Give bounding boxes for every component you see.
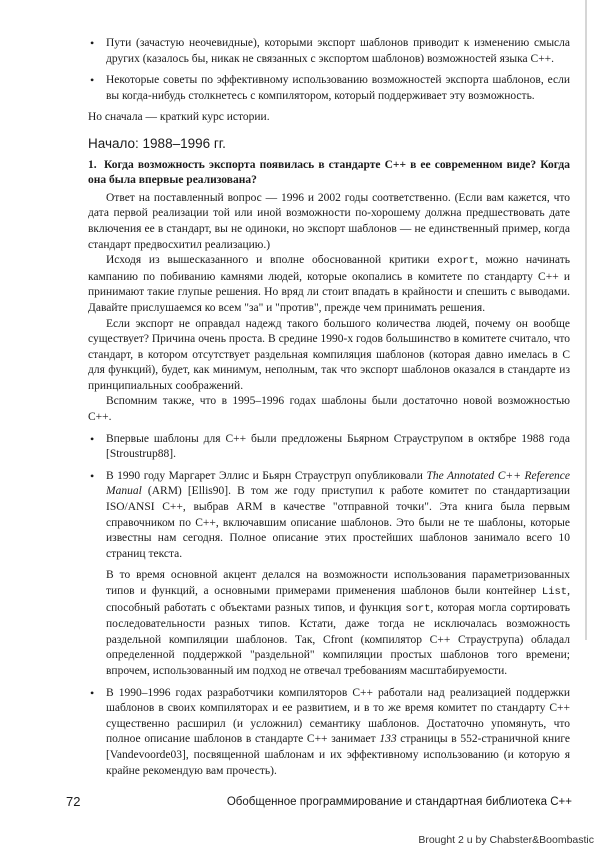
code-list: List — [541, 586, 568, 598]
paragraph-reason: Если экспорт не оправдал надежд такого большого количества людей, почему он вообще существует? Причина очень проста. В средине 1990-х годов большинство в комитете считало, что стандарт, в котором отсутствует раздельная компиляция шаблонов (которая давно имелась в С для функций), будет, как минимум, неполным, так что экспорт шаблонов оказался в стандарте из принципиальных соображений. — [88, 317, 570, 392]
code-sort: sort — [405, 602, 431, 615]
bullet-subparagraph — [106, 568, 570, 679]
history-bullet-list — [88, 432, 570, 779]
page-footer — [66, 794, 572, 814]
list-item — [88, 469, 570, 680]
bullet-text: В 1990 году Маргарет Эллис и Бьярн Страуструп опубликовали — [106, 469, 423, 482]
section-heading: Начало: 1988–1996 гг. — [88, 135, 226, 151]
bullet-text: В то время основной акцент делался на возможности использования параметризованных типов и функций, а основными примерами применения шаблонов были контейнер — [106, 569, 570, 597]
book-title: The Annotated C++ Reference Manual — [106, 469, 571, 498]
bullet-text: страницы в 552-страничной книге [Vandevoorde03], посвященной шаблонам и их эффективному использованию (и которую я крайне рекомендую вам прочесть). — [106, 733, 571, 777]
page-content — [88, 36, 570, 785]
list-item: • Пути (зачастую неочевидные), которыми экспорт шаблонов приводит к изменению смысла других (казалось бы, никак не связанных с экспортом шаблонов) возможностей языка С++. — [88, 36, 570, 67]
code-export: export — [437, 255, 475, 268]
paragraph-text: Исходя из вышесказанного и вполне обоснованной критики — [106, 254, 430, 267]
question-block — [88, 158, 570, 189]
top-bullet-list — [88, 36, 570, 104]
list-item: • Некоторые советы по эффективному использованию возможностей экспорта шаблонов, если вы когда-нибудь столкнетесь с компилятором, который поддерживает эту возможность. — [88, 73, 570, 104]
paragraph-critique — [88, 253, 570, 316]
bullet-text: , которая могла сортировать последовательности разных типов. Кстати, даже тогда не исключалась возможность раздельной компиляции шаблонов. Так, Cfront (компилятор С++ Страуструпа) обладал определенной поддержкой "раздельной" компиляции простых шаблонов того времени; впрочем, использованный им подход не отвечал требованиям масштабируемости. — [106, 601, 570, 677]
paragraph-answer: Ответ на поставленный вопрос — 1996 и 2002 годы соответственно. (Если вам кажется, что дата первой реализации той или иной возможности по-хорошему должна предшествовать дате включения ее в стандарт, вы не одиноки, но экспорт шаблонов — не единственный пример, когда стандарт предвосхитил реализацию.) — [88, 191, 570, 251]
question-text: Когда возможность экспорта появилась в стандарте С++ в ее современном виде? Когда она была впервые реализована? — [88, 158, 570, 187]
paragraph-recall: Вспомним также, что в 1995–1996 годах шаблоны были достаточно новой возможностью С++. — [88, 395, 570, 424]
list-item: • Впервые шаблоны для С++ были предложены Бьярном Страуструпом в октябре 1988 года [Stroustrup88]. — [88, 432, 570, 463]
bullet-text: (ARM) [Ellis90]. В том же году приступил к работе комитет по стандартизации ISO/ANSI С++, выбрав ARM в качестве "отправной точки". Эта книга была первым справочником по С++, включавшим описание шаблонов. Это были не те шаблоны, которые известны нам сегодня. Полное описание этих простейших шаблонов занимало всего 10 страниц текста. — [106, 485, 570, 560]
scan-credit: Brought 2 u by Chabster&Boombastic — [418, 834, 594, 846]
scan-edge-shadow — [585, 0, 587, 640]
intro-line: Но сначала — краткий курс истории. — [88, 111, 270, 124]
bullet-text: , способный работать с объектами разных типов, и функция — [106, 585, 570, 614]
page-count: 133 — [379, 733, 397, 746]
list-item — [88, 686, 570, 780]
running-title: Обобщенное программирование и стандартная библиотека С++ — [226, 796, 572, 808]
question-number: 1. — [88, 158, 97, 171]
page-number: 72 — [66, 794, 81, 809]
paragraph-text: , можно начинать кампанию по побиванию камнями людей, которые окопались в комитете по стандарту С++ и принимают такие глупые решения. Но вряд ли стоит впадать в крайности и спешить с выводами. Давайте прислушаемся ко всем "за" и "против", прежде чем принимать решения. — [88, 254, 570, 314]
bullet-text: В 1990–1996 годах разработчики компиляторов С++ работали над реализацией поддержки шаблонов в своих компиляторах и ее развитием, и в то же время комитет по стандарту С++ существенно расширил (и усложнил) семантику шаблонов. Достаточно упомянуть, что полное описание шаблонов в стандарте С++ занимает — [106, 686, 570, 746]
